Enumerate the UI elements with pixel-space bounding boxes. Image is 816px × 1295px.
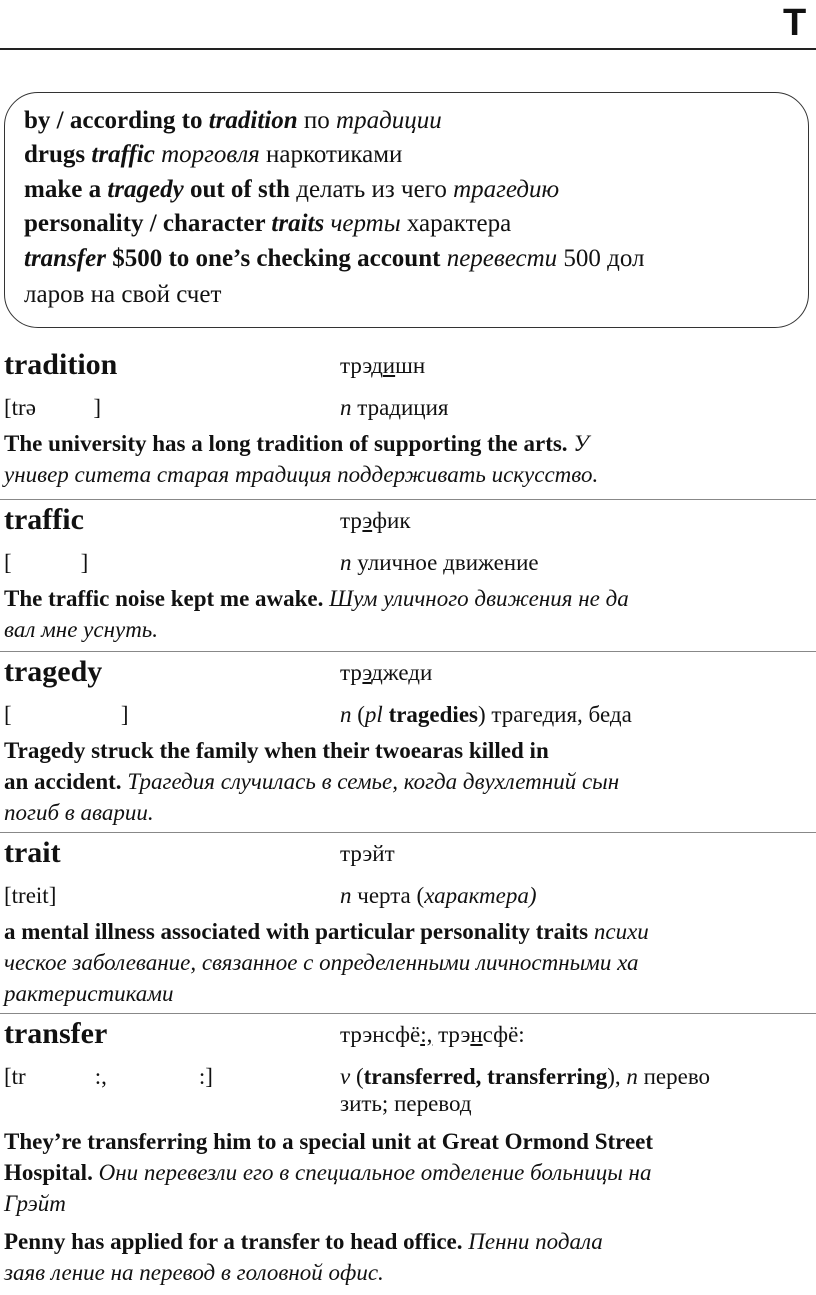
definition-part: v	[340, 1064, 351, 1089]
example-part: Они перевезли его в специальное отделение больницы на	[92, 1160, 652, 1185]
example-line	[4, 735, 549, 766]
phrase-text: перевести	[440, 245, 558, 272]
phrase-text: by / according to	[24, 107, 209, 134]
phrase-line	[24, 175, 559, 205]
phrase-text: трагедию	[453, 176, 560, 203]
ipa-transcription: [treit]	[4, 883, 57, 908]
ipa-transcription: [trə ]	[4, 395, 102, 420]
phrase-text: черты	[324, 210, 401, 237]
example-part: Hospital.	[4, 1160, 93, 1185]
example-line	[4, 766, 619, 797]
headword: tragedy	[4, 655, 103, 688]
example-line	[4, 583, 629, 614]
pronunciation-part: э	[362, 508, 373, 533]
definition-part: n	[340, 395, 352, 420]
pronunciation-part: трэнсфё	[340, 1022, 421, 1047]
pronunciation-part: сфё:	[482, 1022, 525, 1047]
example-line	[4, 797, 154, 828]
phrase-text: $500 to one’s checking account	[105, 245, 441, 272]
phrase-text: 500 дол	[557, 245, 645, 272]
example-line	[4, 459, 598, 490]
example-part: Penny has applied for a transfer to head office.	[4, 1229, 463, 1254]
pronunciation-part: тр	[340, 508, 363, 533]
headword: traffic	[4, 503, 84, 536]
example-line	[4, 1226, 603, 1257]
definition-part: n	[626, 1064, 638, 1089]
definition-part: ),	[607, 1064, 627, 1089]
example-part: психи	[588, 919, 649, 944]
example-line	[4, 1188, 66, 1219]
example-part: The traffic noise kept me awake.	[4, 586, 324, 611]
phrase-text: tragedy	[107, 176, 184, 203]
example-part: ческое заболевание, связанное с определенными личностными ха	[4, 950, 639, 975]
headword: tradition	[4, 348, 118, 381]
phrase-text: make a	[24, 176, 108, 203]
definition	[340, 549, 539, 577]
example-part: погиб в аварии.	[4, 800, 154, 825]
definition-part: (	[350, 1064, 364, 1089]
phrase-line	[24, 280, 221, 310]
entry-divider	[0, 1013, 816, 1014]
example-part: универ ситета старая традиция поддерживать искусство.	[4, 462, 599, 487]
phrase-text: traffic	[91, 141, 155, 168]
example-line	[4, 916, 649, 947]
definition	[340, 701, 632, 729]
example-part: Грэйт	[4, 1191, 66, 1216]
definition-part: ) трагедия, беда	[477, 702, 632, 727]
phrase-text: drugs	[24, 141, 92, 168]
definition	[340, 1063, 710, 1091]
definition-part: n	[340, 883, 352, 908]
phrase-text: делать из чего	[289, 176, 454, 203]
definition-part: pl	[364, 702, 383, 727]
pronunciation-part: джеди	[371, 660, 433, 685]
phrase-text: traits	[271, 210, 325, 237]
definition-part: традиция	[351, 395, 449, 420]
phrase-text: по	[297, 107, 337, 134]
example-part: вал мне уснуть.	[4, 617, 159, 642]
example-line	[4, 978, 173, 1009]
ipa-transcription: [ ]	[4, 702, 129, 727]
definition-part: уличное движение	[351, 550, 539, 575]
definition-part: n	[340, 550, 352, 575]
definition-part: характера)	[424, 883, 537, 908]
example-part: рактеристиками	[4, 981, 174, 1006]
definition	[340, 882, 537, 910]
headword: transfer	[4, 1017, 108, 1050]
example-line	[4, 947, 639, 978]
ipa-transcription: [tr :, :]	[4, 1064, 213, 1089]
entry-divider	[0, 651, 816, 652]
pronunciation-part: трэйт	[340, 841, 395, 866]
russian-pronunciation	[340, 352, 425, 380]
definition	[340, 394, 449, 422]
phrase-line	[24, 106, 442, 136]
headword: trait	[4, 836, 61, 869]
pronunciation-part: тр	[340, 660, 363, 685]
example-line	[4, 1126, 653, 1157]
russian-pronunciation	[340, 1021, 525, 1049]
russian-pronunciation	[340, 840, 395, 868]
definition-part: n	[340, 702, 352, 727]
pronunciation-part: э	[362, 660, 372, 685]
example-line	[4, 1257, 384, 1288]
phrase-line	[24, 209, 511, 239]
pronunciation-part: и	[382, 353, 396, 378]
definition-part: перево	[637, 1064, 711, 1089]
phrase-text: торговля	[154, 141, 260, 168]
russian-pronunciation	[340, 507, 411, 535]
entry-divider	[0, 499, 816, 500]
phrase-text: ларов на свой счет	[24, 281, 222, 308]
example-part: У	[567, 431, 589, 456]
example-part: a mental illness associated with particular personality traits	[4, 919, 589, 944]
phrase-text: out of sth	[183, 176, 290, 203]
pronunciation-part: н	[470, 1022, 483, 1047]
ipa-transcription: [ ]	[4, 550, 89, 575]
definition-part: (	[351, 702, 365, 727]
definition-part: transferred, transferring	[363, 1064, 608, 1089]
example-part: Шум уличного движения не да	[323, 586, 629, 611]
phrase-text: tradition	[208, 107, 298, 134]
pronunciation-part: трэ	[432, 1022, 471, 1047]
phrase-text: характера	[400, 210, 512, 237]
example-part: Трагедия случилась в семье, когда двухлетний сын	[121, 769, 620, 794]
example-part: an accident.	[4, 769, 122, 794]
example-part: Пенни подала	[462, 1229, 603, 1254]
definition-part: черта (	[351, 883, 425, 908]
example-part: заяв ление на перевод в головной офис.	[4, 1260, 384, 1285]
definition-part: tragedies	[382, 702, 478, 727]
pronunciation-part: :,	[420, 1022, 433, 1047]
example-part: Tragedy struck the family when their twoearas killed in	[4, 738, 549, 763]
phrase-line	[24, 140, 402, 170]
example-line	[4, 614, 158, 645]
example-part: The university has a long tradition of supporting the arts.	[4, 431, 568, 456]
definition-continued: зить; перевод	[340, 1091, 472, 1116]
pronunciation-part: фик	[372, 508, 411, 533]
phrase-text: традиции	[336, 107, 442, 134]
phrase-line	[24, 244, 645, 274]
header-divider	[0, 48, 816, 50]
example-part: They’re transferring him to a special unit at Great Ormond Street	[4, 1129, 654, 1154]
russian-pronunciation	[340, 659, 432, 687]
phrase-text: наркотиками	[259, 141, 403, 168]
example-line	[4, 428, 589, 459]
pronunciation-part: трэд	[340, 353, 383, 378]
phrase-text: personality / character	[24, 210, 272, 237]
page-letter: T	[783, 2, 807, 44]
example-line	[4, 1157, 651, 1188]
phrase-text: transfer	[24, 245, 106, 272]
entry-divider	[0, 832, 816, 833]
pronunciation-part: шн	[395, 353, 426, 378]
